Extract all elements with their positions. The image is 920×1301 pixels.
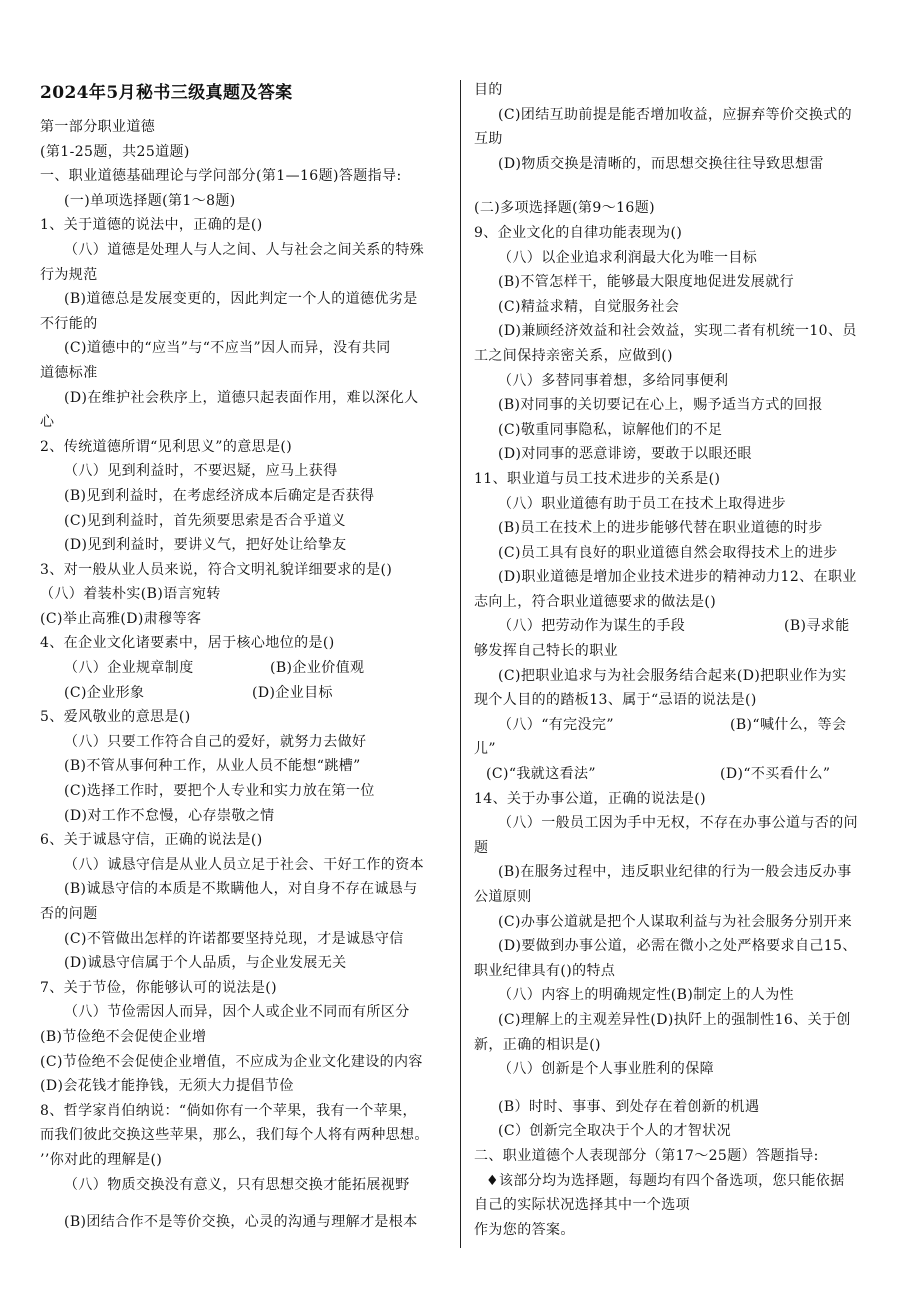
text-line: (D)会花钱才能挣钱，无须大力提倡节俭 — [40, 1078, 294, 1095]
text-line: 自己的实际状况选择其中一个选项 — [474, 1197, 690, 1214]
text-line: (C)道德中的“应当”与“不应当”因人而异，没有共同 — [64, 340, 391, 357]
text-line: 否的问题 — [40, 906, 98, 922]
text-line: 而我们彼此交换这些苹果，那么，我们每个人将有两种思想。 — [40, 1127, 429, 1144]
text-line: （八）节俭需因人而异，因个人或企业不同而有所区分 — [64, 1004, 410, 1021]
text-line: (二)多项选择题(第9～16题) — [474, 200, 655, 217]
text-line: （八）职业道德有助于员工在技术上取得进步 — [498, 495, 786, 512]
text-line: 新，正确的相识是() — [474, 1036, 601, 1053]
option-text: (D)“不买看什么” — [720, 766, 831, 783]
text-line: (B）时时、事事、到处存在着创新的机遇 — [498, 1098, 760, 1115]
text-line: (D)物质交换是清晰的，而思想交换往往导致思想雷 — [498, 155, 824, 172]
option-text: (D)企业目标 — [252, 684, 333, 701]
left-column — [40, 78, 448, 1235]
option-pair-line — [474, 713, 886, 738]
text-line: (B)对同事的关切要记在心上，赐予适当方式的回报 — [498, 397, 823, 414]
text-line: 4、在企业文化诸要素中，居于核心地位的是() — [40, 635, 335, 652]
text-line: (D)要做到办事公道，必需在微小之处严格要求自己15、 — [498, 938, 857, 955]
text-line: (D)见到利益时，要讲义气，把好处让给挚友 — [64, 537, 347, 554]
text-line: (D)诚恳守信属于个人品质，与企业发展无关 — [64, 955, 347, 972]
text-line: ♦该部分均为选择题，每题均有四个备选项，您只能依据 — [486, 1172, 845, 1189]
text-line: (C)办事公道就是把个人谋取利益与为社会服务分别开来 — [498, 913, 853, 930]
text-line: （八）诚恳守信是从业人员立足于社会、干好工作的资本 — [64, 856, 424, 873]
text-line: (C)选择工作时，要把个人专业和实力放在第一位 — [64, 783, 375, 800]
text-line: 1、关于道德的说法中，正确的是() — [40, 217, 263, 234]
text-line: （八）以企业追求利润最大化为唯一目标 — [498, 249, 758, 266]
text-line: （八）物质交换没有意义，只有思想交换才能拓展视野 — [64, 1176, 410, 1193]
text-line: 14、关于办事公道，正确的说法是() — [474, 790, 706, 807]
text-line: （八）道德是处理人与人之间、人与社会之间关系的特殊 — [64, 241, 424, 258]
spacer — [40, 1197, 448, 1210]
text-line: (B)见到利益时，在考虑经济成本后确定是否获得 — [64, 487, 375, 504]
text-line: (C）创新完全取决于个人的才智状况 — [498, 1123, 731, 1140]
text-line: 5、爱风敬业的意思是() — [40, 709, 191, 726]
text-line: 题 — [474, 839, 489, 856]
text-line: (B)道德总是发展变更的，因此判定一个人的道德优劣是 — [64, 291, 418, 308]
option-text: （八）把劳动作为谋生的手段 — [498, 618, 686, 635]
column-divider — [460, 80, 461, 1248]
text-line: (B)不管怎样干，能够最大限度地促进发展就行 — [498, 274, 795, 291]
text-line: （八）多替同事着想，多给同事便利 — [498, 372, 729, 389]
text-line: 3、对一般从业人员来说，符合文明礼貌详细要求的是() — [40, 561, 393, 578]
text-line: ’’你对此的理解是() — [40, 1151, 163, 1168]
option-text: (C)企业形象 — [64, 684, 145, 701]
text-line: (C)敬重同事隐私，谅解他们的不足 — [498, 421, 723, 438]
text-line: 现个人目的的踏板13、属于“忌语的说法是() — [474, 692, 757, 709]
spacer — [474, 1082, 886, 1095]
option-pair-line — [40, 681, 448, 706]
text-line: (B)团结合作不是等价交换，心灵的沟通与理解才是根本 — [64, 1214, 418, 1231]
text-line: 11、职业道与员工技术进步的关系是() — [474, 470, 721, 487]
text-line: (C)理解上的主观差异性(D)执阡上的强制性16、关于创 — [498, 1011, 851, 1028]
option-text: (C)“我就这看法” — [486, 766, 596, 783]
text-line: 心 — [40, 414, 55, 431]
text-line: （八）见到利益时，不要迟疑，应马上获得 — [64, 463, 338, 480]
text-line: 9、企业文化的自律功能表现为() — [474, 224, 683, 241]
text-line: (C)员工具有良好的职业道德自然会取得技术上的进步 — [498, 544, 838, 561]
text-line: （八）内容上的明确规定性(B)制定上的人为性 — [498, 987, 795, 1004]
text-line: (B)诚恳守信的本质是不欺瞒他人，对自身不存在诚恳与 — [64, 881, 418, 898]
option-text: (B)“喊什么，等会 — [730, 716, 847, 733]
option-text: (B)企业价值观 — [270, 660, 365, 677]
text-line: (C)见到利益时，首先须要思索是否合乎道义 — [64, 512, 347, 529]
text-line: (第1-25题，共25道题) — [40, 143, 190, 160]
text-line: (C)团结互助前提是能否增加收益，应摒弃等价交换式的 — [498, 106, 853, 123]
text-line: 一、职业道德基础理论与学问部分(第1—16题)答题指导: — [40, 168, 402, 185]
text-line: 目的 — [474, 82, 503, 98]
text-line: (C)把职业追求与为社会服务结合起来(D)把职业作为实 — [498, 667, 847, 684]
text-line: 7、关于节俭，你能够认可的说法是() — [40, 979, 278, 996]
text-line: (B)不管从事何种工作，从业人员不能想“跳槽” — [64, 758, 361, 775]
text-line: 8、哲学家肖伯纳说：“倘如你有一个苹果，我有一个苹果， — [40, 1102, 417, 1119]
text-line: 工之间保持亲密关系，应做到() — [474, 347, 673, 364]
text-line: 2、传统道德所谓“见利思义”的意思是() — [40, 438, 293, 455]
text-line: （八）只要工作符合自己的爱好，就努力去做好 — [64, 733, 367, 750]
text-line: （八）一般员工因为手中无权，不存在办事公道与否的问 — [498, 815, 858, 832]
text-line: (B)在服务过程中，违反职业纪律的行为一般会违反办事 — [498, 864, 852, 881]
option-pair-line — [474, 762, 886, 787]
text-line: (B)员工在技术上的进步能够代替在职业道德的时步 — [498, 520, 823, 537]
spacer — [474, 176, 886, 196]
text-line: 不行能的 — [40, 315, 98, 332]
text-line: 二、职业道德个人表现部分（第17～25题）答题指导: — [474, 1147, 819, 1164]
option-pair-line — [474, 614, 886, 639]
text-line: (B)节俭绝不会促使企业增 — [40, 1028, 207, 1045]
text-line: (C)节俭绝不会促使企业增值，不应成为企业文化建设的内容 — [40, 1053, 423, 1070]
option-pair-line — [40, 656, 448, 681]
text-line: (D)职业道德是增加企业技术进步的精神动力12、在职业 — [498, 569, 857, 586]
text-line: (D)在维护社会秩序上，道德只起表面作用，难以深化人 — [64, 389, 419, 406]
text-line: (D)对工作不怠慢，心存崇敬之情 — [64, 807, 275, 824]
text-line: (D)对同事的恶意诽谤，要敢于以眼还眼 — [498, 446, 752, 463]
text-line: 儿” — [474, 741, 496, 758]
option-text: （八）企业规章制度 — [64, 660, 194, 677]
option-text: （八）“有完没完” — [498, 716, 614, 733]
text-line: 6、关于诚恳守信，正确的说法是() — [40, 832, 263, 849]
text-line: (D)兼顾经济效益和社会效益，实现二者有机统一10、员 — [498, 323, 857, 340]
text-line: (C)精益求精，自觉服务社会 — [498, 298, 680, 315]
text-line: 公道原则 — [474, 889, 532, 905]
text-line: 作为您的答案。 — [474, 1221, 575, 1238]
text-line: 道德标准 — [40, 364, 98, 381]
text-line: (C)举止高雅(D)肃穆等客 — [40, 610, 202, 627]
right-column — [474, 78, 886, 1242]
text-line: （八）创新是个人事业胜利的保障 — [498, 1061, 714, 1078]
text-line: 够发挥自己特长的职业 — [474, 643, 618, 660]
text-line: 互助 — [474, 131, 503, 148]
text-line: 行为规范 — [40, 266, 98, 283]
text-line: (一)单项选择题(第1～8题) — [64, 192, 236, 209]
option-text: (B)寻求能 — [784, 618, 850, 635]
page-title: 2024年5月秘书三级真题及答案 — [40, 83, 293, 103]
text-line: （八）着装朴实(B)语言宛转 — [40, 586, 221, 603]
text-line: (C)不管做出怎样的许诺都要坚持兑现，才是诚恳守信 — [64, 930, 404, 947]
text-line: 志向上，符合职业道德要求的做法是() — [474, 593, 717, 610]
text-line: 职业纪律具有()的特点 — [474, 962, 616, 979]
text-line: 第一部分职业道德 — [40, 119, 156, 135]
